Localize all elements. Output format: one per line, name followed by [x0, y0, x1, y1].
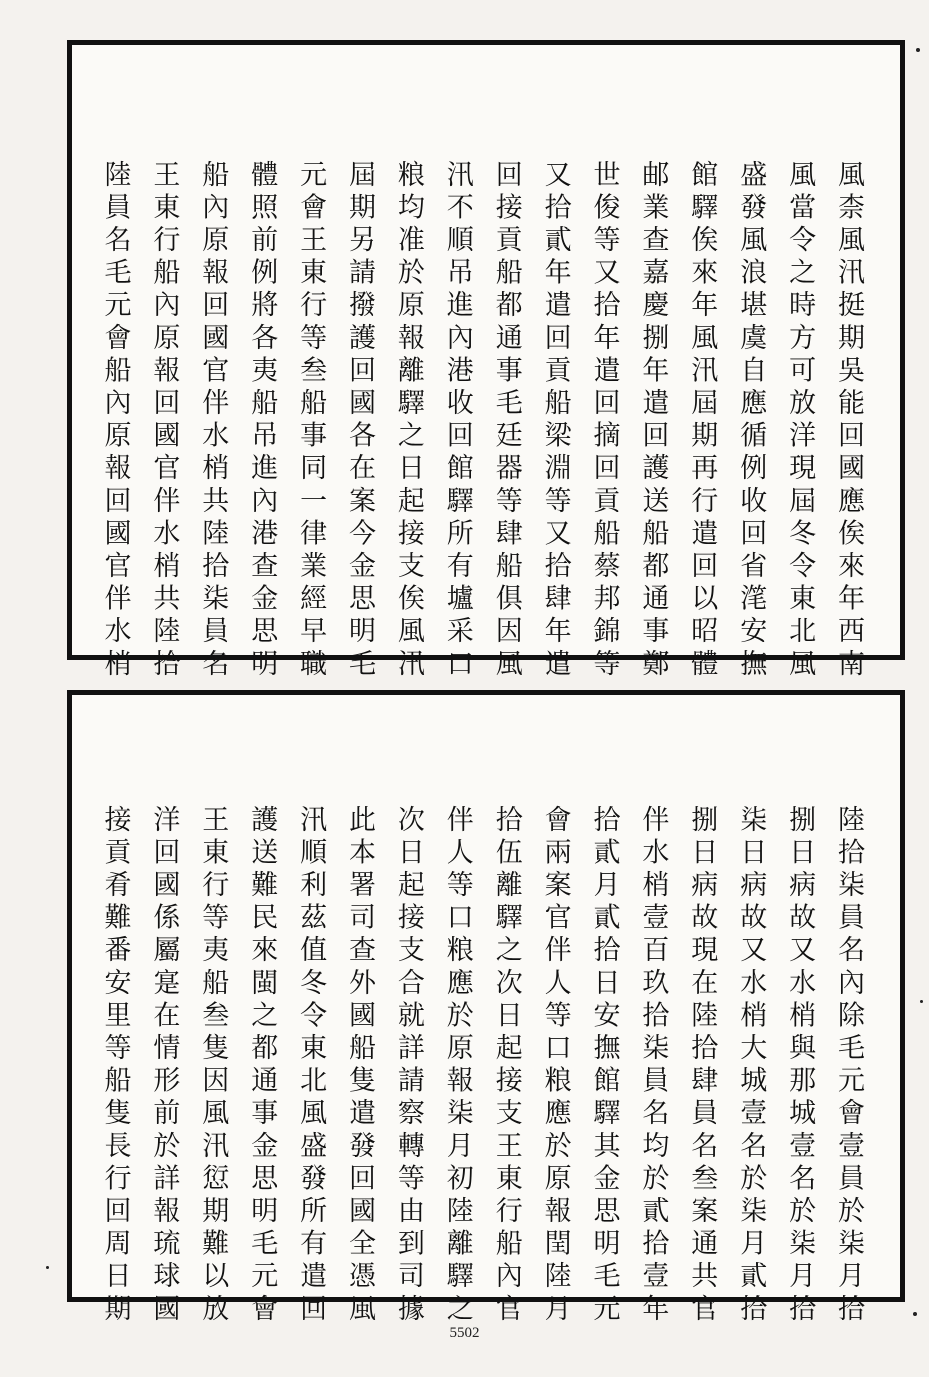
- text-column: 伴水梢壹百玖拾柒員名均於貳拾壹年: [637, 805, 669, 1327]
- text-column: 會兩案官伴人等口粮應於原報閏陸月: [539, 805, 571, 1327]
- text-column: 汛順利茲值冬令東北風盛發所有遣回: [295, 805, 327, 1327]
- document-panel-bottom: [67, 690, 905, 1327]
- text-column: 屆期另請撥護回國各在案今金思明毛: [344, 160, 375, 682]
- text-column: 汛不順吊進內港收回館驛所有壚采口: [441, 160, 473, 682]
- text-column: 柒日病故又水梢大城壹名於柒月貳拾: [735, 805, 767, 1327]
- text-column: 船內原報回國官伴水梢共陸拾柒員名: [197, 160, 229, 682]
- scan-speck: [920, 1000, 923, 1003]
- text-columns-bottom: [72, 695, 900, 1327]
- text-column: 盛發風浪堪虞自應循例收回省滗安撫: [735, 160, 767, 682]
- scan-speck: [916, 48, 920, 52]
- text-column: 館驛俟來年風汛屆期再行遣回以昭體: [686, 160, 718, 682]
- text-column: 拾貳月貳拾日安撫館驛其金思明毛元: [588, 805, 620, 1327]
- text-column: 護送難民來閩之都通事金思明毛元會: [246, 805, 278, 1327]
- text-column: 粮均准於原報離驛之日起接支俟風汛: [392, 160, 424, 682]
- text-column: 捌日病故現在陸拾肆員名叁案通共官: [686, 805, 718, 1327]
- text-column: 捌日病故又水梢與那城壹名於柒月拾: [784, 805, 816, 1327]
- document-panel-top: [67, 40, 905, 682]
- text-column: 拾伍離驛之次日起接支王東行船內官: [490, 805, 522, 1327]
- scan-speck: [913, 1312, 917, 1316]
- text-column: 邮業查嘉慶捌年遣回護送船都通事鄭: [637, 160, 669, 682]
- text-column: 又拾貳年遣回貢船梁淵等又拾肆年遣: [539, 160, 571, 682]
- text-column: 王東行船內原報回國官伴水梢共陸拾: [148, 160, 180, 682]
- text-column: 陸員名毛元會船內原報回國官伴水梢: [99, 160, 131, 682]
- text-column: 伴人等口粮應於原報柒月初陸離驛之: [441, 805, 473, 1327]
- scan-speck: [46, 1266, 49, 1269]
- text-column: 風柰風汛挺期吳能回國應俟來年西南: [833, 160, 864, 682]
- text-column: 風當令之時方可放洋現屆冬令東北風: [784, 160, 816, 682]
- text-column: 世俊等又拾年遣回摘回貢船蔡邦錦等: [588, 160, 620, 682]
- text-column: 接貢肴難番安里等船隻長行回周日期: [99, 805, 131, 1327]
- text-column: 次日起接支合就詳請察轉等由到司據: [392, 805, 424, 1327]
- text-column: 元會王東行等叁船事同一律業經早職: [295, 160, 327, 682]
- text-column: 陸拾柒員名內除毛元會壹員於柒月拾: [833, 805, 864, 1327]
- page-number: 5502: [449, 1325, 480, 1341]
- text-column: 王東行等夷船叁隻因風汛愆期難以放: [197, 805, 229, 1327]
- text-column: 洋回國係屬寔在情形前於詳報琉球國: [148, 805, 180, 1327]
- text-column: 此本署司查外國船隻遣發回國全憑風: [344, 805, 375, 1327]
- text-columns-top: [72, 45, 900, 682]
- text-column: 體照前例將各夷船吊進內港查金思明: [246, 160, 278, 682]
- text-column: 回接貢船都通事毛廷器等肆船俱因風: [490, 160, 522, 682]
